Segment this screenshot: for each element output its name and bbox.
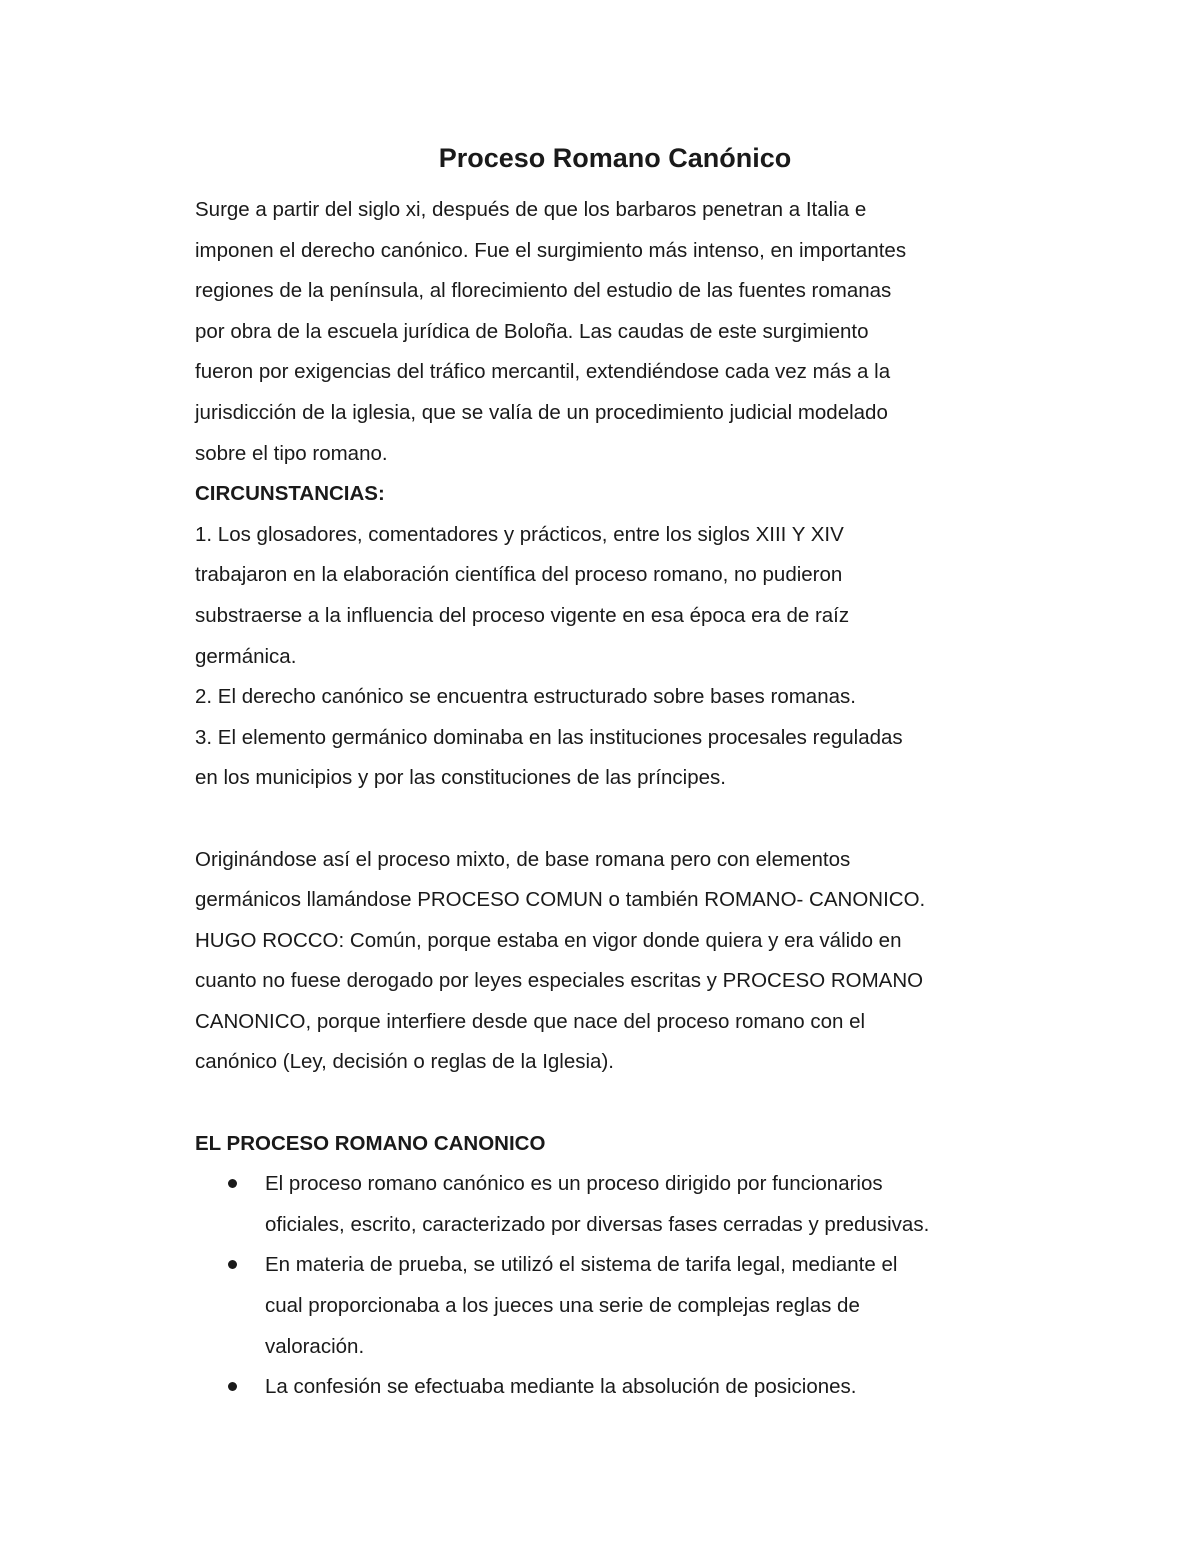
text-line: cual proporcionaba a los jueces una serie de complejas reglas de: [265, 1294, 860, 1318]
bullet-item: [195, 1245, 1045, 1367]
section-heading: EL PROCESO ROMANO CANONICO: [195, 1131, 546, 1155]
intro-paragraph: [195, 190, 1045, 474]
document-title: Proceso Romano Canónico: [438, 143, 792, 173]
document-body: [195, 136, 1045, 1408]
bullet-icon: [228, 1179, 237, 1188]
text-line: germánicos llamándose PROCESO COMUN o también ROMANO- CANONICO.: [195, 888, 926, 912]
text-line: cuanto no fuese derogado por leyes especiales escritas y PROCESO ROMANO: [195, 969, 924, 993]
text-line: fueron por exigencias del tráfico mercantil, extendiéndose cada vez más a la: [195, 360, 891, 384]
circunstancias-heading: CIRCUNSTANCIAS:: [195, 482, 385, 506]
bullet-icon: [228, 1260, 237, 1269]
text-line: canónico (Ley, decisión o reglas de la Iglesia).: [195, 1050, 614, 1074]
text-line: germánica.: [195, 644, 297, 668]
bullet-icon: [228, 1382, 237, 1391]
text-line: CANONICO, porque interfiere desde que nace del proceso romano con el: [195, 1009, 866, 1033]
text-line: valoración.: [265, 1334, 365, 1358]
text-line: trabajaron en la elaboración científica del proceso romano, no pudieron: [195, 563, 843, 587]
text-line: en los municipios y por las constituciones de las príncipes.: [195, 766, 726, 790]
bullet-item: [195, 1367, 1045, 1408]
circunstancias-list: [195, 515, 1045, 799]
bullet-list: [195, 1164, 1045, 1408]
text-line: sobre el tipo romano.: [195, 441, 388, 465]
text-line: imponen el derecho canónico. Fue el surgimiento más intenso, en importantes: [195, 238, 907, 262]
origin-paragraph: [195, 840, 1045, 1084]
text-line: 1. Los glosadores, comentadores y prácticos, entre los siglos XIII Y XIV: [195, 522, 844, 546]
text-line: Originándose así el proceso mixto, de base romana pero con elementos: [195, 847, 851, 871]
text-line: jurisdicción de la iglesia, que se valía de un procedimiento judicial modelado: [195, 400, 888, 424]
text-line: por obra de la escuela jurídica de Boloña. Las caudas de este surgimiento: [195, 319, 869, 343]
text-line: regiones de la península, al florecimiento del estudio de las fuentes romanas: [195, 279, 892, 303]
text-line: substraerse a la influencia del proceso vigente en esa época era de raíz: [195, 603, 850, 627]
bullet-item: [195, 1164, 1045, 1245]
text-line: En materia de prueba, se utilizó el sistema de tarifa legal, mediante el: [265, 1253, 898, 1277]
text-line: Surge a partir del siglo xi, después de que los barbaros penetran a Italia e: [195, 198, 867, 221]
blank-line: [195, 799, 1045, 840]
text-line: El proceso romano canónico es un proceso dirigido por funcionarios: [265, 1172, 883, 1196]
text-line: 3. El elemento germánico dominaba en las instituciones procesales reguladas: [195, 725, 903, 749]
text-line: HUGO ROCCO: Común, porque estaba en vigor donde quiera y era válido en: [195, 928, 902, 952]
text-line: 2. El derecho canónico se encuentra estructurado sobre bases romanas.: [195, 685, 856, 709]
text-line: La confesión se efectuaba mediante la absolución de posiciones.: [265, 1375, 857, 1399]
text-line: oficiales, escrito, caracterizado por diversas fases cerradas y predusivas.: [265, 1212, 930, 1236]
blank-line: [195, 1083, 1045, 1124]
